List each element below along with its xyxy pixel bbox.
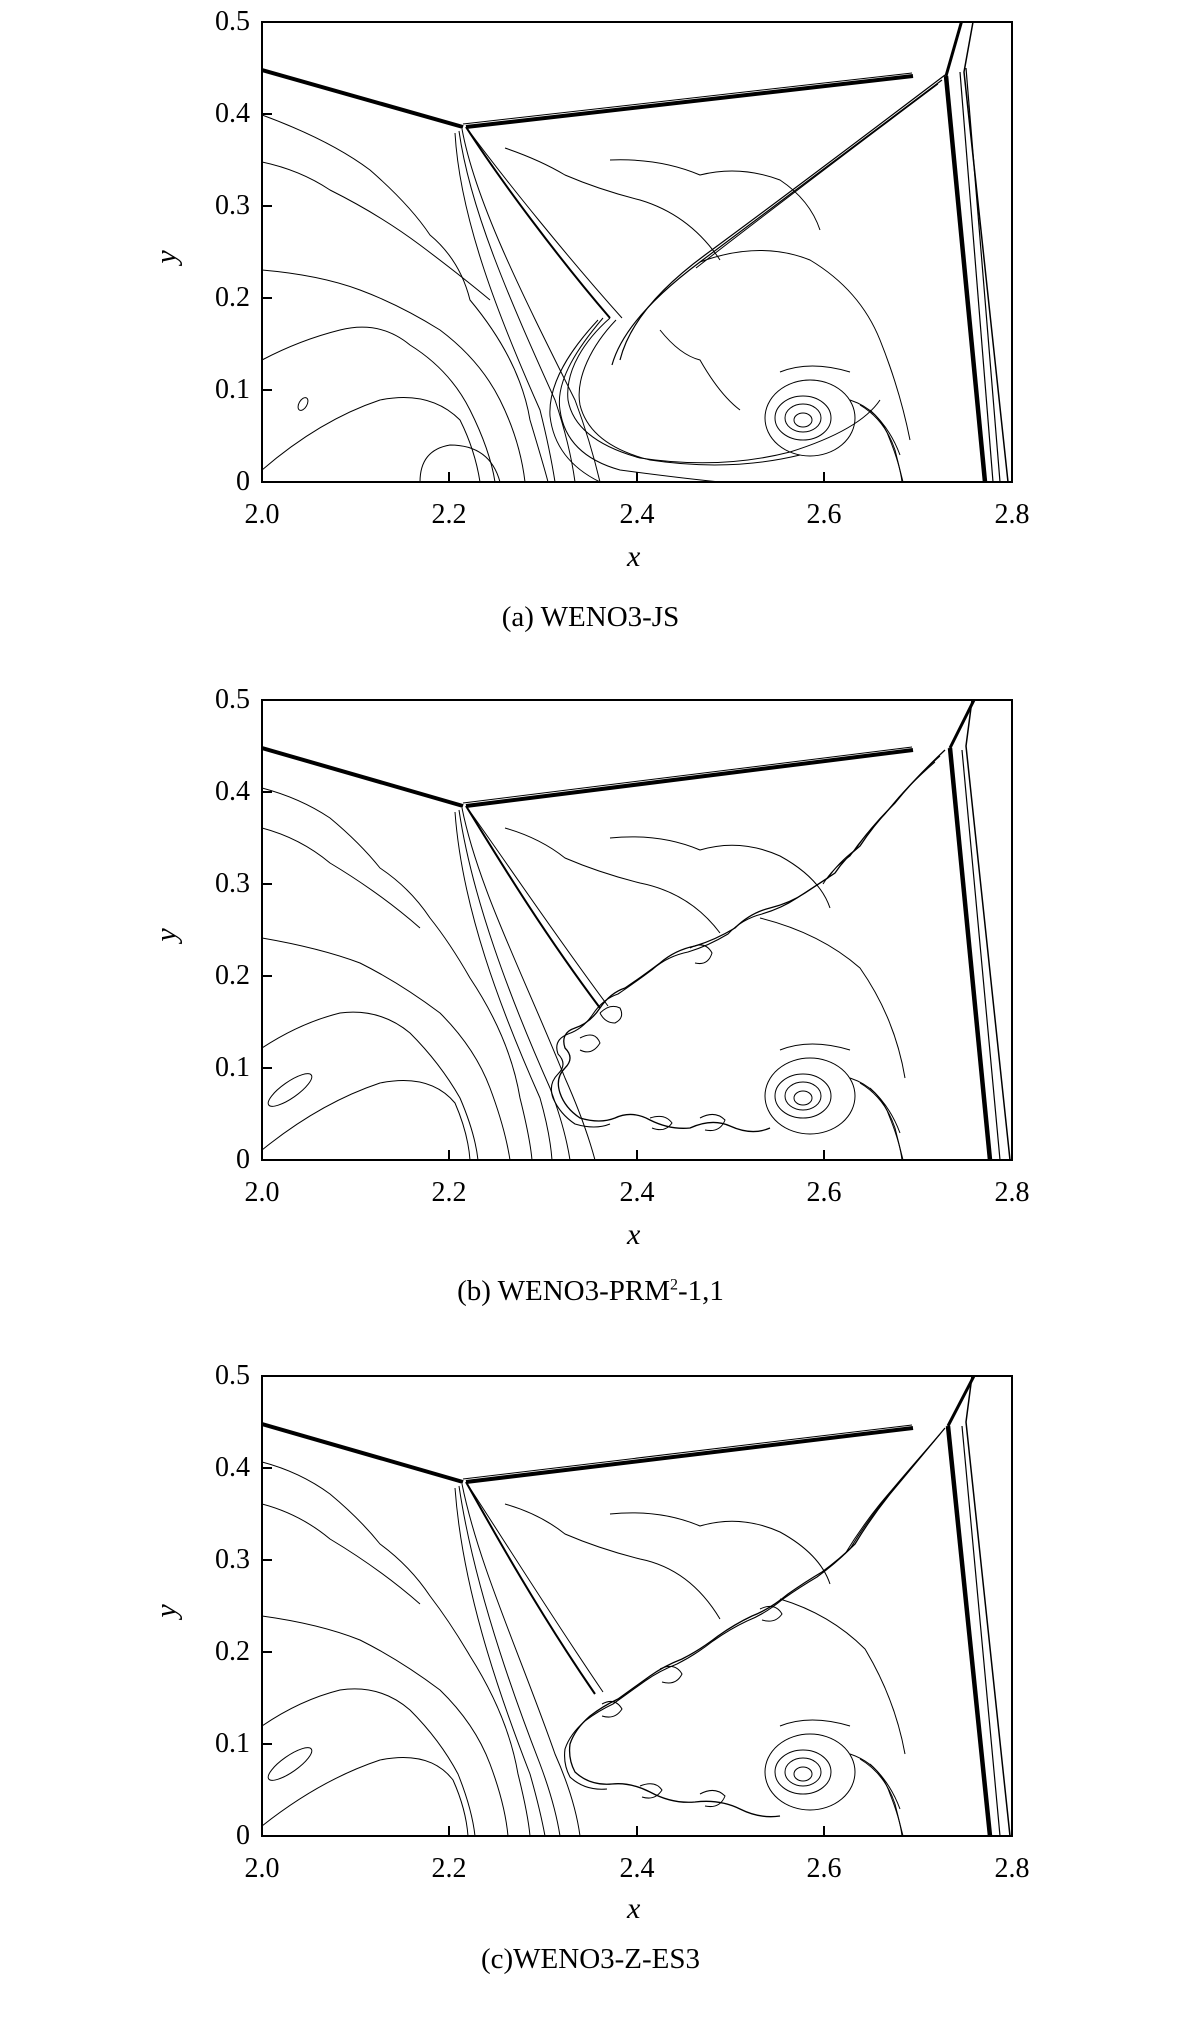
y-tick-label: 0.5	[215, 684, 250, 715]
y-tick-label: 0.2	[215, 282, 250, 313]
y-tick-label: 0.1	[215, 1052, 250, 1083]
x-tick-label: 2.4	[619, 499, 655, 530]
figure-panel-c	[0, 1354, 1181, 2018]
x-tick-label: 2.4	[619, 1853, 655, 1884]
y-tick-label: 0.4	[215, 98, 250, 129]
y-tick-label: 0.3	[215, 868, 250, 899]
x-tick-label: 2.2	[431, 1177, 467, 1208]
y-tick-label: 0.3	[215, 190, 250, 221]
y-tick-label: 0.1	[215, 374, 250, 405]
x-tick-label: 2.2	[431, 1853, 467, 1884]
y-tick-label: 0.5	[215, 1360, 250, 1391]
y-tick-label: 0.1	[215, 1728, 250, 1759]
y-tick-label: 0.4	[215, 776, 250, 807]
y-tick-label: 0	[236, 1144, 250, 1175]
x-tick-label: 2.0	[244, 1853, 280, 1884]
y-axis-label: y	[149, 1604, 183, 1618]
plot-frame	[262, 700, 1012, 1160]
panel-caption: (c)WENO3-Z-ES3	[480, 1943, 701, 1975]
x-tick-label: 2.4	[619, 1177, 655, 1208]
panel-caption: (a) WENO3-JS	[501, 601, 680, 633]
plot-frame	[262, 1376, 1012, 1836]
y-tick-label: 0.3	[215, 1544, 250, 1575]
y-tick-label: 0.2	[215, 960, 250, 991]
x-tick-label: 2.8	[994, 1177, 1030, 1208]
x-tick-label: 2.6	[806, 1853, 842, 1884]
x-tick-label: 2.6	[806, 1177, 842, 1208]
x-tick-label: 2.0	[244, 499, 280, 530]
x-axis-label: x	[627, 1218, 641, 1251]
y-axis-label: y	[149, 250, 183, 264]
y-tick-label: 0	[236, 466, 250, 497]
x-tick-label: 2.0	[244, 1177, 280, 1208]
x-tick-label: 2.8	[994, 499, 1030, 530]
figure-panel-b	[0, 678, 1181, 1342]
y-tick-label: 0.4	[215, 1452, 250, 1483]
y-tick-label: 0.5	[215, 6, 250, 37]
x-tick-label: 2.8	[994, 1853, 1030, 1884]
plot-frame	[262, 22, 1012, 482]
x-tick-label: 2.2	[431, 499, 467, 530]
figure-panel-a	[0, 0, 1181, 664]
x-axis-label: x	[627, 1892, 641, 1925]
y-tick-label: 0.2	[215, 1636, 250, 1667]
x-tick-label: 2.6	[806, 499, 842, 530]
x-axis-label: x	[627, 540, 641, 573]
y-axis-label: y	[149, 928, 183, 942]
panel-caption: (b) WENO3-PRM$^2$-1,1	[457, 1275, 724, 1307]
y-tick-label: 0	[236, 1820, 250, 1851]
